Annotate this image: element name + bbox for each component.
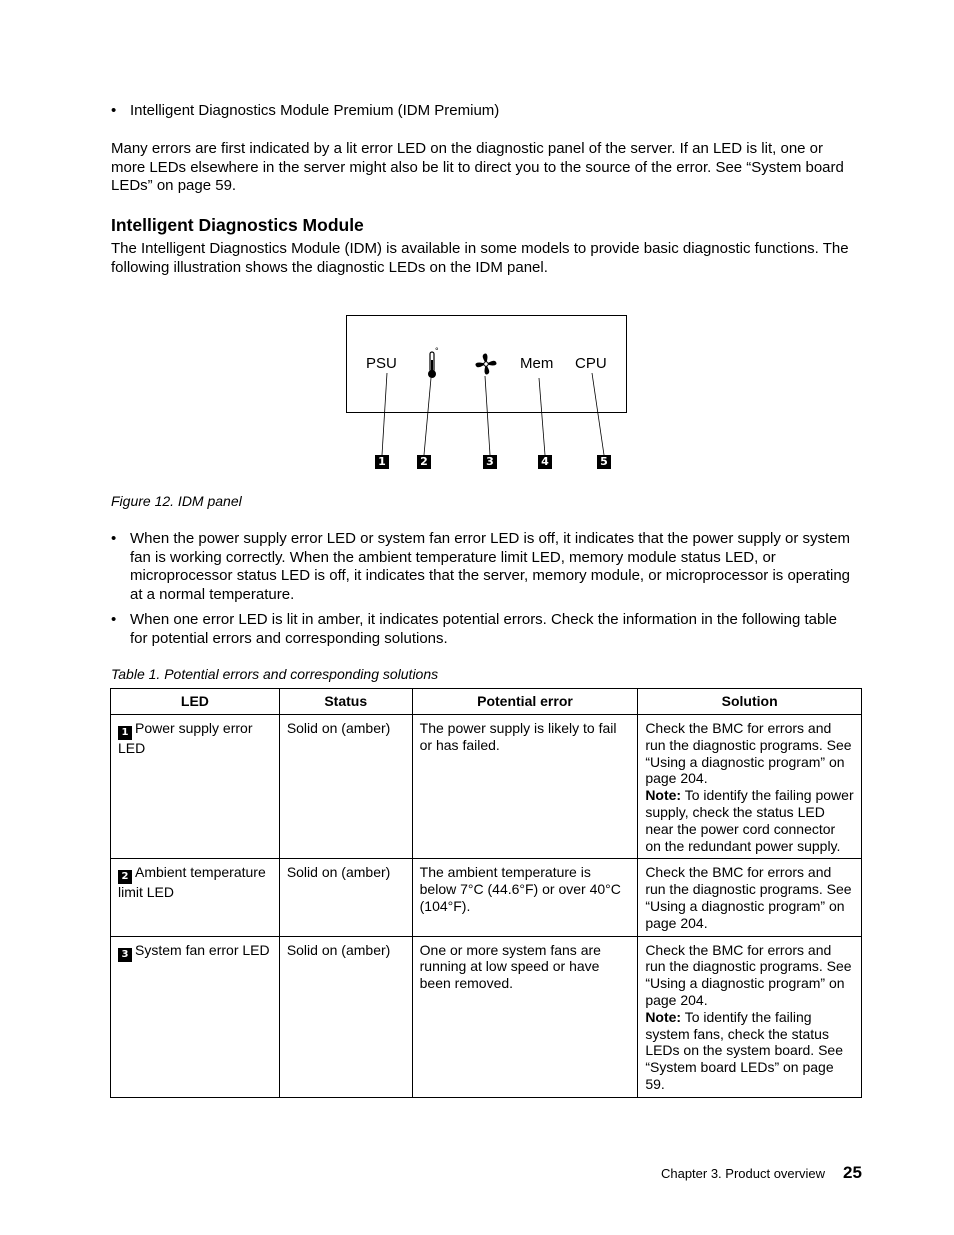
- bullet-item: [111, 611, 856, 648]
- table-row: [111, 859, 862, 936]
- led-cell: [111, 715, 280, 859]
- led-number-badge: 2: [118, 870, 132, 884]
- leader-line-5: [592, 373, 604, 455]
- section-paragraph: The Intelligent Diagnostics Module (IDM) is available in some models to provide basic diagnostic functions. The following illustration shows the diagnostic LEDs on the IDM panel.: [111, 240, 849, 276]
- note-text: To identify the failing system fans, check the status LEDs on the system board. See “System board LEDs” on page 59.: [645, 1008, 843, 1092]
- table-header-row: [111, 689, 862, 715]
- solution-cell: Check the BMC for errors and run the diagnostic programs. See “Using a diagnostic program” on page 204.: [638, 859, 862, 936]
- led-number-badge: 3: [118, 948, 132, 962]
- header-status: Status: [279, 689, 412, 715]
- bullet-text: When one error LED is lit in amber, it indicates potential errors. Check the information in the following table for potential errors and corresponding solutions.: [130, 611, 838, 647]
- led-number-badge: 1: [118, 726, 132, 740]
- led-cell: [111, 859, 280, 936]
- leader-line-2: [424, 378, 431, 455]
- status-cell: Solid on (amber): [279, 715, 412, 859]
- error-cell: The power supply is likely to fail or has failed.: [412, 715, 638, 859]
- led-cell: [111, 936, 280, 1097]
- note-label: Note:: [645, 1008, 682, 1025]
- degree-mark: °: [435, 346, 439, 356]
- psu-label: PSU: [366, 355, 397, 372]
- page-number: 25: [843, 1163, 862, 1182]
- bullet-dot: •: [111, 530, 117, 547]
- error-cell: The ambient temperature is below 7°C (44.6°F) or over 40°C (104°F).: [412, 859, 638, 936]
- intro-bullet-text: Intelligent Diagnostics Module Premium (IDM Premium): [130, 102, 500, 119]
- callout-leader-lines: [340, 370, 640, 460]
- cpu-label: CPU: [575, 355, 607, 372]
- led-name: Ambient temperature limit LED: [118, 864, 266, 901]
- bullet-text: When the power supply error LED or system fan error LED is off, it indicates that the power supply or system fan is working correctly. When the ambient temperature limit LED, memory module status LED, or microprocessor status LED is off, it indicates that the server, memory module, or microprocessor is operating at a normal temperature.: [130, 530, 851, 603]
- callout-3: 3: [483, 455, 497, 469]
- solution-text: Check the BMC for errors and run the diagnostic programs. See “Using a diagnostic program” on page 204.: [645, 720, 852, 787]
- bullet-dot: •: [111, 611, 117, 628]
- solution-cell: [638, 715, 862, 859]
- status-cell: Solid on (amber): [279, 859, 412, 936]
- solution-text: Check the BMC for errors and run the diagnostic programs. See “Using a diagnostic program” on page 204.: [645, 941, 852, 1008]
- table-row: [111, 936, 862, 1097]
- header-solution: Solution: [638, 689, 862, 715]
- leader-line-4: [539, 378, 545, 455]
- led-name: Power supply error LED: [118, 720, 253, 756]
- potential-errors-table: [110, 688, 862, 1098]
- callout-1: 1: [375, 455, 389, 469]
- bullet-item: [111, 530, 856, 604]
- mem-label: Mem: [520, 355, 554, 372]
- error-cell: One or more system fans are running at low speed or have been removed.: [412, 936, 638, 1097]
- section-heading: Intelligent Diagnostics Module: [111, 215, 364, 235]
- solution-cell: [638, 936, 862, 1097]
- intro-bullet: [111, 102, 856, 121]
- note-label: Note:: [645, 787, 682, 804]
- callout-2: 2: [417, 455, 431, 469]
- callout-4: 4: [538, 455, 552, 469]
- leader-line-3: [485, 376, 490, 455]
- leader-line-1: [382, 373, 387, 455]
- figure-caption: Figure 12. IDM panel: [111, 493, 242, 509]
- header-potential-error: Potential error: [412, 689, 638, 715]
- table-row: [111, 715, 862, 859]
- status-cell: Solid on (amber): [279, 936, 412, 1097]
- note-text: To identify the failing power supply, check the status LED near the power cord connector on the redundant power supply.: [645, 787, 854, 854]
- table-caption: Table 1. Potential errors and corresponding solutions: [111, 666, 439, 682]
- header-led: LED: [111, 689, 280, 715]
- footer-chapter: Chapter 3. Product overview: [660, 1166, 825, 1181]
- bullet-dot: •: [111, 102, 117, 119]
- led-name: System fan error LED: [135, 941, 270, 958]
- intro-paragraph: Many errors are first indicated by a lit error LED on the diagnostic panel of the server. If an LED is lit, one or more LEDs elsewhere in the server might also be lit to direct you to the source of the error. See “System board LEDs” on page 59.: [111, 140, 844, 194]
- callout-5: 5: [597, 455, 611, 469]
